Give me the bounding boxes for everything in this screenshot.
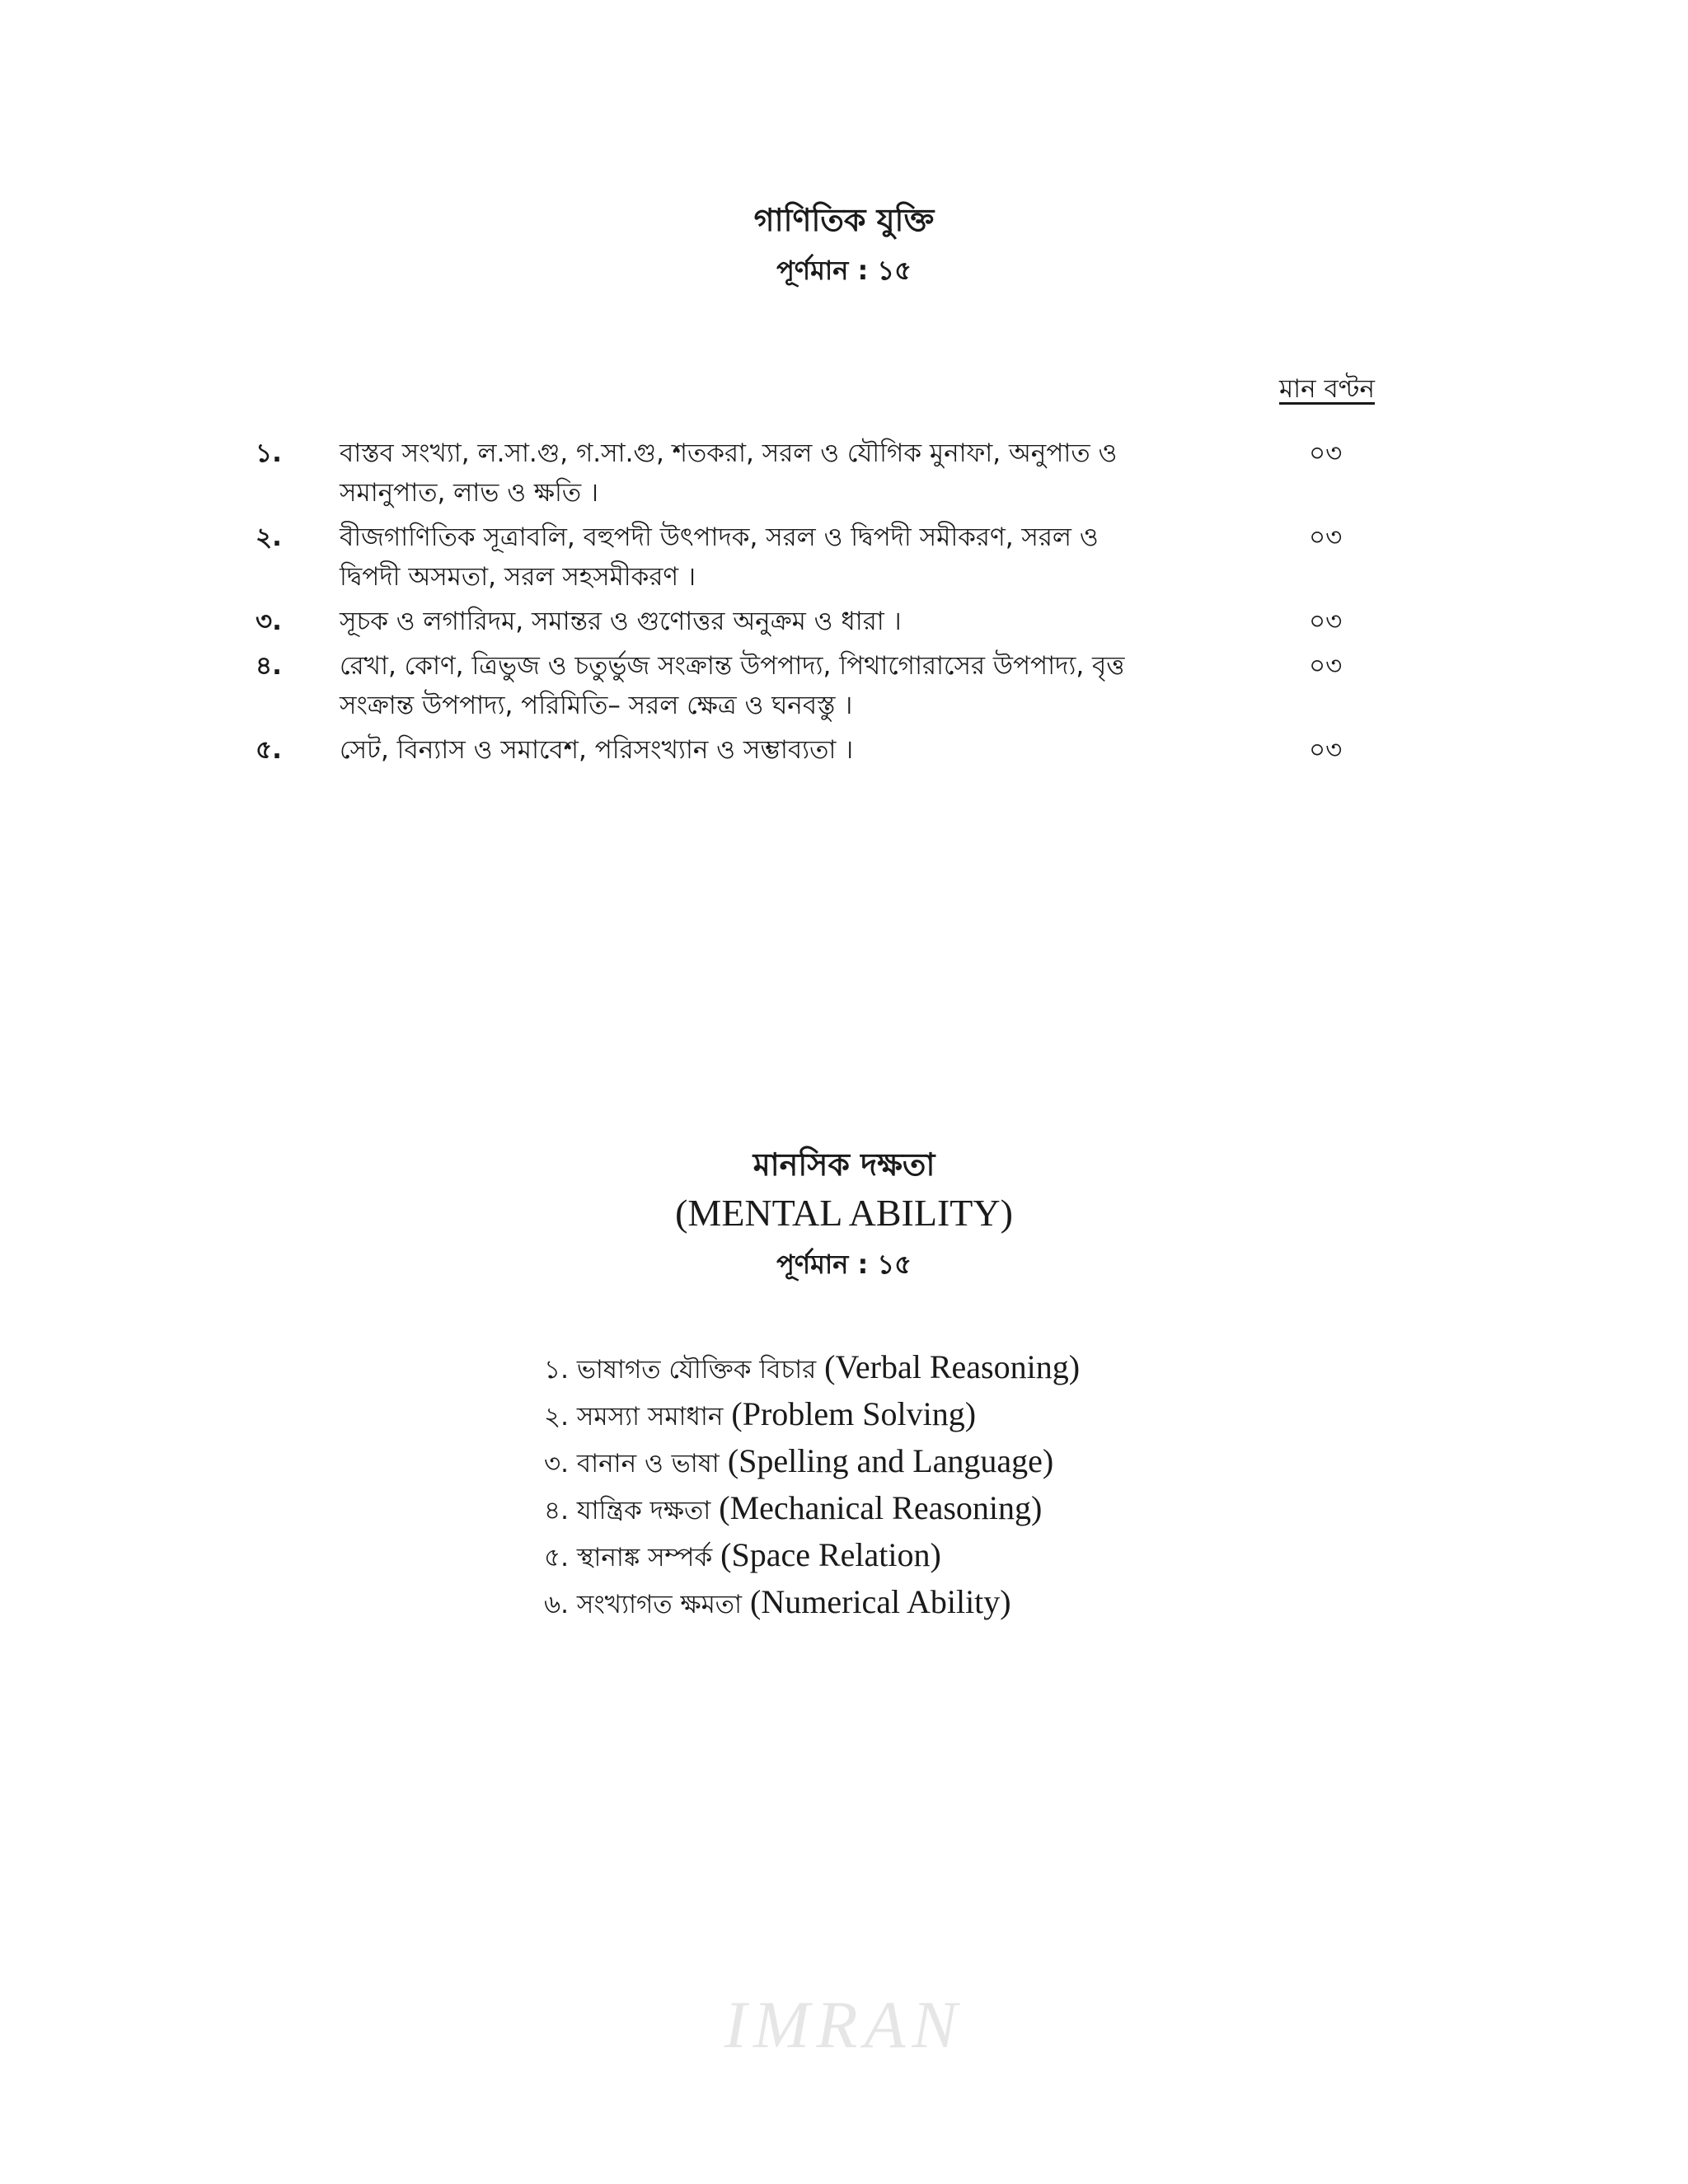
item-label-bn: ৩. বানান ও ভাষা [544, 1449, 720, 1479]
row-text-line: সমানুপাত, লাভ ও ক্ষতি । [340, 478, 599, 508]
list-item [544, 1345, 1080, 1392]
row-number: ১. [256, 438, 282, 468]
item-label-en: (Problem Solving) [731, 1395, 977, 1432]
item-label-bn: ১. ভাষাগত যৌক্তিক বিচার [544, 1355, 817, 1385]
item-label-bn: ৪. যান্ত্রিক দক্ষতা [544, 1496, 711, 1526]
item-label-en: (Spelling and Language) [727, 1442, 1054, 1479]
section2-title: মানসিক দক্ষতা [753, 1146, 935, 1183]
marks-distribution-header: মান বণ্টন [1278, 374, 1375, 404]
section2-subtitle: (MENTAL ABILITY) [675, 1192, 1013, 1234]
row-text-line: বীজগাণিতিক সূত্রাবলি, বহুপদী উৎপাদক, সরল ও দ্বিপদী সমীকরণ, সরল ও [340, 523, 1099, 552]
item-label-en: (Mechanical Reasoning) [719, 1489, 1043, 1526]
row-text-line: সূচক ও লগারিদম, সমান্তর ও গুণোত্তর অনুক্রম ও ধারা । [340, 607, 902, 636]
item-label-en: (Verbal Reasoning) [824, 1348, 1081, 1385]
list-item [544, 1580, 1080, 1627]
item-label-en: (Space Relation) [720, 1536, 941, 1573]
row-text [340, 434, 1205, 513]
row-text-line: দ্বিপদী অসমতা, সরল সহসমীকরণ । [340, 562, 696, 592]
row-text-line: সেট, বিন্যাস ও সমাবেশ, পরিসংখ্যান ও সম্ভাব্যতা । [340, 735, 854, 765]
row-text [340, 730, 1205, 770]
list-item [544, 1439, 1080, 1486]
row-marks: ০৩ [1309, 438, 1343, 468]
row-number: ৪. [256, 651, 282, 681]
item-label-bn: ৫. স্থানাঙ্ক সম্পর্ক [544, 1543, 713, 1572]
row-marks: ০৩ [1309, 735, 1343, 765]
row-text-line: সংক্রান্ত উপপাদ্য, পরিমিতি– সরল ক্ষেত্র ও ঘনবস্তু । [340, 691, 853, 720]
watermark: IMRAN [724, 1987, 964, 2062]
row-number: ৩. [256, 607, 282, 636]
list-item [544, 1486, 1080, 1533]
mental-ability-list [544, 1345, 1080, 1627]
row-text [340, 602, 1205, 641]
item-label-bn: ৬. সংখ্যাগত ক্ষমতা [544, 1590, 743, 1619]
row-text-line: বাস্তব সংখ্যা, ল.সা.গু, গ.সা.গু, শতকরা, সরল ও যৌগিক মুনাফা, অনুপাত ও [340, 438, 1118, 468]
row-text [340, 518, 1205, 597]
section2-full-marks: পূর্ণমান : ১৫ [776, 1249, 912, 1280]
section1-full-marks: পূর্ণমান : ১৫ [776, 255, 912, 286]
list-item [544, 1392, 1080, 1439]
row-marks: ০৩ [1309, 523, 1343, 552]
row-number: ৫. [256, 735, 282, 765]
list-item [544, 1533, 1080, 1580]
row-text [340, 646, 1205, 725]
row-marks: ০৩ [1309, 651, 1343, 681]
row-text-line: রেখা, কোণ, ত্রিভুজ ও চতুর্ভুজ সংক্রান্ত উপপাদ্য, পিথাগোরাসের উপপাদ্য, বৃত্ত [340, 651, 1125, 681]
item-label-bn: ২. সমস্যা সমাধান [544, 1402, 724, 1432]
row-number: ২. [256, 523, 282, 552]
row-marks: ০৩ [1309, 607, 1343, 636]
section1-title: গাণিতিক যুক্তি [753, 202, 935, 238]
item-label-en: (Numerical Ability) [750, 1583, 1011, 1620]
